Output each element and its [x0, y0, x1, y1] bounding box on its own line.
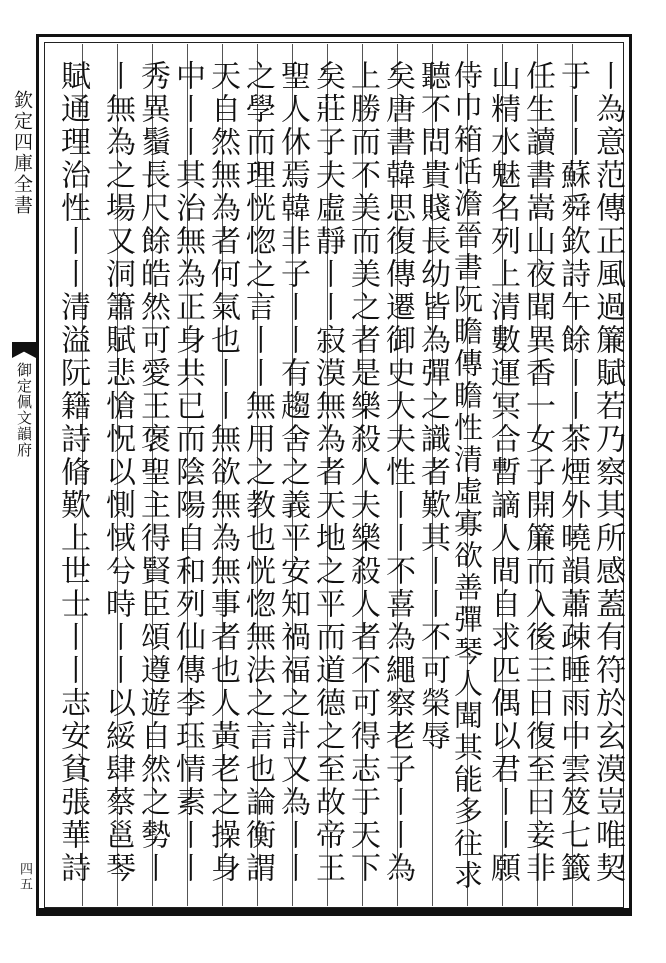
text-column-2: 于丨丨蘇舜欽詩午餘丨丨茶煙外曉韻蕭疎睡雨中雲笈七籤: [555, 60, 590, 885]
fishtail-mark-icon: [12, 342, 36, 358]
text-column-1: 丨為意范傳正風過簾賦若乃察其所感蓋有符於玄漠豈唯契: [590, 60, 625, 885]
text-column-3: 任生讀書嵩山夜聞異香一女子開簾而入後三日復至曰妾非: [520, 60, 555, 885]
text-column-6: 聽不問貴賤長幼皆為彈之識者歎其丨丨不可榮辱: [415, 60, 450, 753]
margin-book-title: 御定佩文韻府: [15, 362, 33, 458]
margin-column: [6, 42, 38, 908]
text-column-14: 秀異鬚長尺餘皓然可愛王褒聖主得賢臣頌遵遊自然之勢丨: [135, 60, 170, 885]
text-column-11: 之學而理恍惚之言丨丨無用之教也恍惚無法之言也論衡謂: [240, 60, 275, 885]
text-column-9: 矣莊子夫虛靜丨丨寂漠無為者天地之平而道德之至故帝王: [310, 60, 345, 885]
text-column-16: 賦通理治性丨丨清溢阮籍詩脩歎上世士丨丨志安貧張華詩: [55, 60, 90, 885]
text-column-15: 丨無為之場又洞簫賦悲愴怳以惻惐兮時丨丨以綏肆蔡邕琴: [100, 60, 135, 885]
text-column-5: 侍巾箱恬澹晉書阮瞻傳瞻性清虛寡欲善彈琴人聞其能多往求: [450, 60, 484, 892]
text-column-8: 上勝而不美而美之者是樂殺人夫樂殺人者不可得志于天下: [345, 60, 380, 885]
margin-title: 欽定四庫全書: [11, 90, 33, 216]
text-column-13: 中丨丨其治無為正身共已而陰陽自和列仙傳李珏情素丨丨: [170, 60, 205, 885]
page-number: 四五: [17, 862, 32, 892]
bottom-border-bar: [36, 908, 632, 916]
text-column-4: 山精水魅名列上清數運冥合暫謫人間自求匹偶以君丨丨願: [485, 60, 520, 885]
text-column-7: 矣唐書韓思復傳遷御史大夫性丨丨不喜為繩察老子丨丨為: [380, 60, 415, 885]
text-column-12: 天自然無為者何氣也丨丨無欲無為無事者也人黃老之操身: [205, 60, 240, 885]
text-column-10: 聖人休焉韓非子丨丨有趨舍之義平安知禍福之計又為丨丨: [275, 60, 310, 885]
